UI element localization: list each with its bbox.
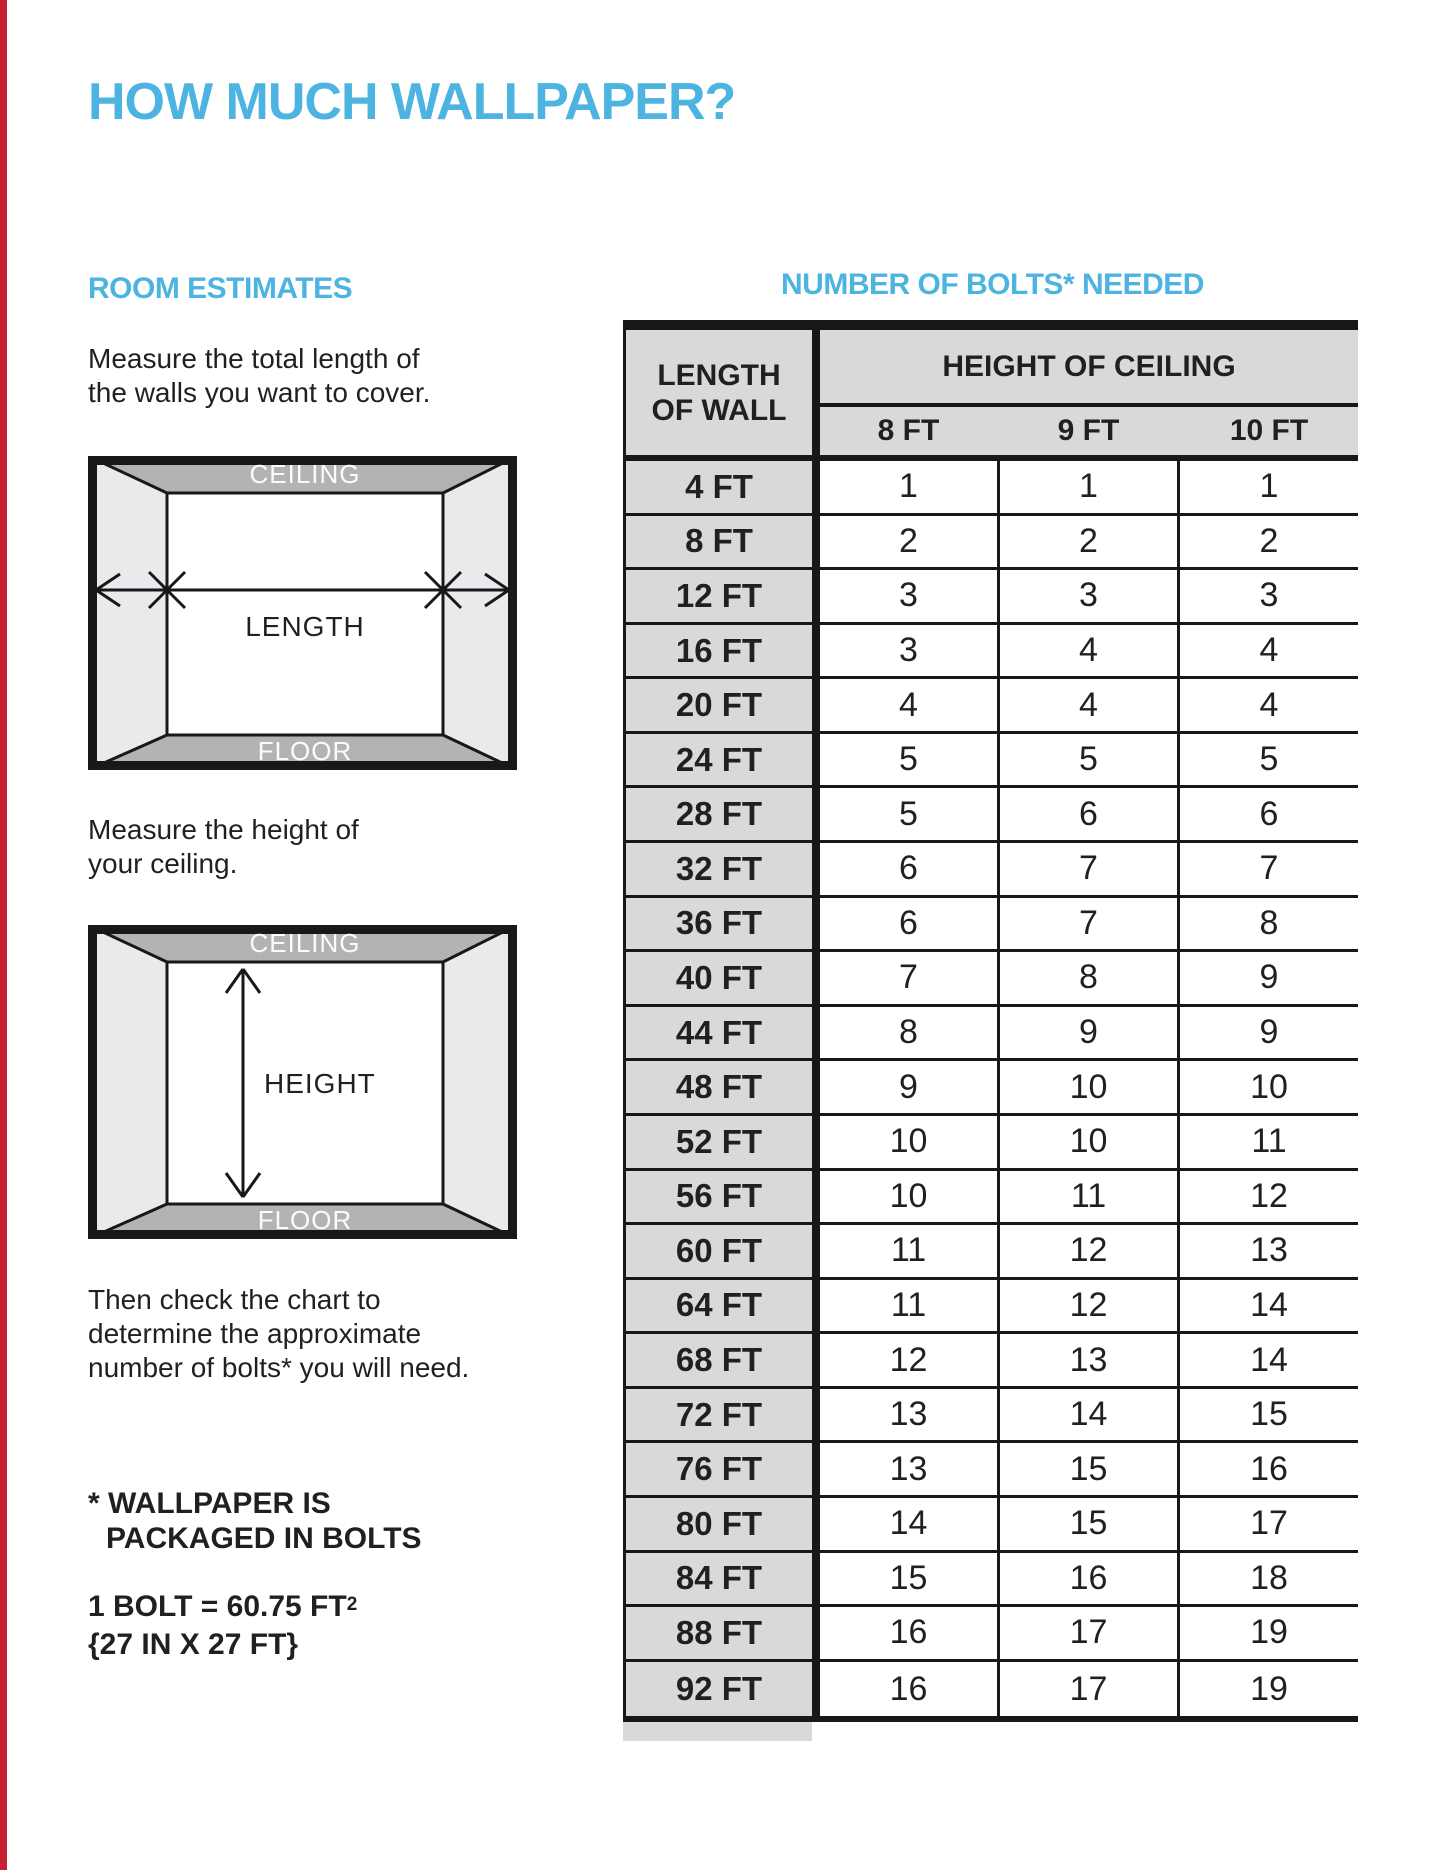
value-cell-8ft: 13 — [820, 1389, 997, 1444]
value-cell-10ft: 3 — [1180, 570, 1358, 625]
value-cell-8ft: 11 — [820, 1280, 997, 1335]
column-header-10ft: 10 FT — [1229, 414, 1309, 447]
value-cell-9ft: 6 — [1000, 788, 1177, 843]
room-length-diagram — [88, 456, 517, 770]
row-label: 24 FT — [623, 734, 812, 789]
thick-column-divider — [812, 1662, 820, 1717]
row-label: 12 FT — [623, 570, 812, 625]
value-cell-9ft: 12 — [1000, 1225, 1177, 1280]
value-cell-9ft: 2 — [1000, 516, 1177, 571]
thick-column-divider — [812, 1280, 820, 1335]
row-label: 68 FT — [623, 1334, 812, 1389]
header-right — [820, 330, 1358, 455]
thick-column-divider — [812, 679, 820, 734]
value-cell-9ft: 5 — [1000, 734, 1177, 789]
value-cell-10ft: 4 — [1180, 625, 1358, 680]
row-label: 32 FT — [623, 843, 812, 898]
value-cell-9ft: 13 — [1000, 1334, 1177, 1389]
thick-column-divider — [812, 625, 820, 680]
thick-column-divider — [812, 952, 820, 1007]
value-cell-10ft: 15 — [1180, 1389, 1358, 1444]
bolts-needed-heading: NUMBER OF BOLTS* NEEDED — [781, 268, 1204, 301]
bolts-table — [623, 320, 1362, 1741]
thick-column-divider — [812, 461, 820, 516]
measure-height-paragraph — [88, 813, 359, 881]
ceiling-label: CEILING — [249, 459, 361, 489]
bolts-table-inner — [623, 320, 1358, 1722]
value-cell-10ft: 10 — [1180, 1061, 1358, 1116]
bolt-equation: 1 BOLT = 60.75 $FT^2$ — [88, 1590, 358, 1623]
value-cell-10ft: 17 — [1180, 1498, 1358, 1553]
value-cell-10ft: 14 — [1180, 1334, 1358, 1389]
left-wall — [88, 925, 167, 1239]
thick-column-divider — [812, 570, 820, 625]
value-cell-9ft: 9 — [1000, 1007, 1177, 1062]
floor-label: FLOOR — [257, 1205, 353, 1235]
check-chart-paragraph — [88, 1283, 469, 1385]
row-label: 4 FT — [623, 461, 812, 516]
value-cell-8ft: 16 — [820, 1607, 997, 1662]
room-estimates-heading: ROOM ESTIMATES — [88, 272, 353, 305]
length-text: LENGTH — [245, 611, 365, 642]
value-cell-10ft: 14 — [1180, 1280, 1358, 1335]
value-cell-10ft: 9 — [1180, 952, 1358, 1007]
paragraph-line: Then check the chart to — [88, 1284, 381, 1315]
paragraph-line: determine the approximate — [88, 1318, 422, 1349]
left-edge-red-stripe — [0, 0, 7, 1870]
room-height-diagram — [88, 925, 517, 1239]
thick-column-divider — [812, 734, 820, 789]
value-cell-10ft: 5 — [1180, 734, 1358, 789]
row-label: 84 FT — [623, 1553, 812, 1608]
value-cell-8ft: 11 — [820, 1225, 997, 1280]
value-cell-9ft: 8 — [1000, 952, 1177, 1007]
table-header — [623, 330, 1354, 455]
value-cell-8ft: 4 — [820, 679, 997, 734]
wallpaper-footnote — [88, 1486, 422, 1556]
value-cell-9ft: 1 — [1000, 461, 1177, 516]
row-label: 20 FT — [623, 679, 812, 734]
column-header-9ft: 9 FT — [1057, 414, 1120, 447]
value-cell-10ft: 13 — [1180, 1225, 1358, 1280]
header-thick-divider — [812, 330, 820, 455]
paragraph-line: Measure the height of — [88, 814, 359, 845]
row-label: 8 FT — [623, 516, 812, 571]
value-cell-10ft: 19 — [1180, 1607, 1358, 1662]
page-title: HOW MUCH WALLPAPER? — [88, 73, 736, 131]
row-label: 40 FT — [623, 952, 812, 1007]
value-cell-10ft: 8 — [1180, 898, 1358, 953]
footnote-line: PACKAGED IN BOLTS — [106, 1522, 422, 1555]
value-cell-8ft: 8 — [820, 1007, 997, 1062]
value-cell-10ft: 11 — [1180, 1116, 1358, 1171]
value-cell-10ft: 4 — [1180, 679, 1358, 734]
paragraph-line: the walls you want to cover. — [88, 377, 431, 408]
value-cell-9ft: 4 — [1000, 679, 1177, 734]
value-cell-8ft: 10 — [820, 1171, 997, 1226]
column-group-header: HEIGHT OF CEILING — [820, 330, 1358, 403]
row-label: 72 FT — [623, 1389, 812, 1444]
value-cell-10ft: 18 — [1180, 1553, 1358, 1608]
value-cell-10ft: 6 — [1180, 788, 1358, 843]
value-cell-8ft: 9 — [820, 1061, 997, 1116]
value-cell-9ft: 3 — [1000, 570, 1177, 625]
value-cell-9ft: 12 — [1000, 1280, 1177, 1335]
row-label: 16 FT — [623, 625, 812, 680]
right-wall — [443, 456, 517, 770]
floor-label: FLOOR — [257, 736, 353, 766]
thick-column-divider — [812, 1443, 820, 1498]
value-cell-9ft: 10 — [1000, 1116, 1177, 1171]
value-cell-8ft: 6 — [820, 898, 997, 953]
row-label: 44 FT — [623, 1007, 812, 1062]
row-label: 48 FT — [623, 1061, 812, 1116]
row-header-line: OF WALL — [651, 393, 787, 427]
paragraph-line: your ceiling. — [88, 848, 238, 879]
row-label: 76 FT — [623, 1443, 812, 1498]
thick-column-divider — [812, 516, 820, 571]
bolt-size-info — [88, 1586, 357, 1664]
row-label: 28 FT — [623, 788, 812, 843]
value-cell-10ft: 16 — [1180, 1443, 1358, 1498]
thick-column-divider — [812, 1061, 820, 1116]
row-header-cell — [623, 330, 812, 455]
value-cell-8ft: 3 — [820, 625, 997, 680]
value-cell-8ft: 7 — [820, 952, 997, 1007]
value-cell-10ft: 1 — [1180, 461, 1358, 516]
row-label: 80 FT — [623, 1498, 812, 1553]
value-cell-9ft: 4 — [1000, 625, 1177, 680]
value-cell-9ft: 17 — [1000, 1662, 1177, 1717]
table-top-border — [623, 320, 1354, 330]
right-wall — [443, 925, 517, 1239]
column-header-8ft: 8 FT — [877, 414, 940, 447]
value-cell-8ft: 1 — [820, 461, 997, 516]
value-cell-10ft: 9 — [1180, 1007, 1358, 1062]
thick-column-divider — [812, 898, 820, 953]
value-cell-8ft: 14 — [820, 1498, 997, 1553]
row-label: 88 FT — [623, 1607, 812, 1662]
row-label: 64 FT — [623, 1280, 812, 1335]
thick-column-divider — [812, 1553, 820, 1608]
column-headers — [820, 407, 1358, 455]
value-cell-8ft: 5 — [820, 788, 997, 843]
thick-column-divider — [812, 788, 820, 843]
row-label: 56 FT — [623, 1171, 812, 1226]
thick-column-divider — [812, 1498, 820, 1553]
thick-column-divider — [812, 1607, 820, 1662]
thick-column-divider — [812, 1334, 820, 1389]
row-label: 36 FT — [623, 898, 812, 953]
value-cell-8ft: 16 — [820, 1662, 997, 1717]
left-wall — [88, 456, 167, 770]
value-cell-9ft: 16 — [1000, 1553, 1177, 1608]
row-label: 92 FT — [623, 1662, 812, 1717]
value-cell-10ft: 12 — [1180, 1171, 1358, 1226]
row-label: 52 FT — [623, 1116, 812, 1171]
row-label: 60 FT — [623, 1225, 812, 1280]
thick-column-divider — [812, 1007, 820, 1062]
value-cell-8ft: 10 — [820, 1116, 997, 1171]
squared-superscript: 2 — [346, 1594, 358, 1615]
value-cell-8ft: 12 — [820, 1334, 997, 1389]
value-cell-9ft: 10 — [1000, 1061, 1177, 1116]
value-cell-9ft: 7 — [1000, 843, 1177, 898]
value-cell-10ft: 7 — [1180, 843, 1358, 898]
thick-column-divider — [812, 1171, 820, 1226]
value-cell-9ft: 15 — [1000, 1498, 1177, 1553]
paragraph-line: number of bolts* you will need. — [88, 1352, 470, 1383]
value-cell-8ft: 2 — [820, 516, 997, 571]
height-text: HEIGHT — [264, 1068, 376, 1099]
value-cell-10ft: 2 — [1180, 516, 1358, 571]
thick-column-divider — [812, 1116, 820, 1171]
measure-length-paragraph — [88, 342, 430, 410]
value-cell-9ft: 7 — [1000, 898, 1177, 953]
thick-column-divider — [812, 1389, 820, 1444]
paragraph-line: Measure the total length of — [88, 343, 420, 374]
table-body — [623, 461, 1354, 1716]
value-cell-8ft: 13 — [820, 1443, 997, 1498]
ceiling-label: CEILING — [249, 928, 361, 958]
value-cell-9ft: 11 — [1000, 1171, 1177, 1226]
thick-column-divider — [812, 1225, 820, 1280]
footnote-line: * WALLPAPER IS — [88, 1487, 331, 1520]
bolt-dimensions: {27 IN X 27 FT} — [88, 1628, 299, 1661]
value-cell-8ft: 5 — [820, 734, 997, 789]
value-cell-9ft: 14 — [1000, 1389, 1177, 1444]
value-cell-8ft: 3 — [820, 570, 997, 625]
value-cell-9ft: 15 — [1000, 1443, 1177, 1498]
value-cell-8ft: 15 — [820, 1553, 997, 1608]
table-gray-tail — [623, 1722, 812, 1741]
value-cell-8ft: 6 — [820, 843, 997, 898]
row-header-line: LENGTH — [657, 358, 781, 392]
value-cell-10ft: 19 — [1180, 1662, 1358, 1717]
thick-column-divider — [812, 843, 820, 898]
value-cell-9ft: 17 — [1000, 1607, 1177, 1662]
